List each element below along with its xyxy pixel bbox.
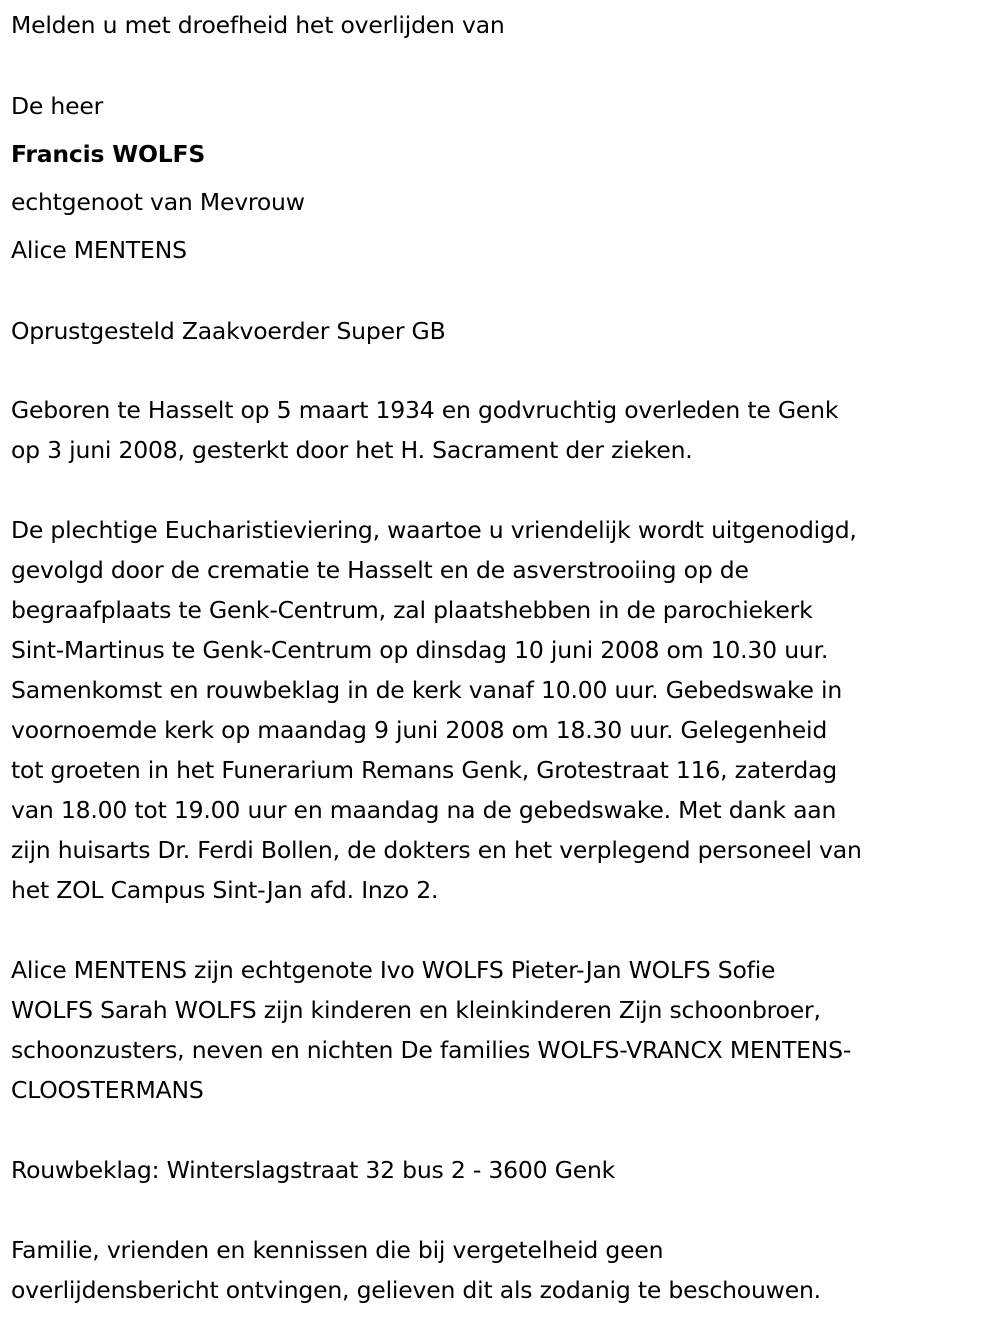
spouse-label: echtgenoot van Mevrouw xyxy=(11,188,305,216)
occupation: Oprustgesteld Zaakvoerder Super GB xyxy=(11,317,446,345)
condolence-address: Rouwbeklag: Winterslagstraat 32 bus 2 - 3600 Genk xyxy=(11,1156,616,1184)
spouse-name: Alice MENTENS xyxy=(11,236,187,264)
birth-death-paragraph: Geboren te Hasselt op 5 maart 1934 en godvruchtig overleden te Genk op 3 juni 2008, gesterkt door het H. Sacrament der zieken. xyxy=(11,396,839,464)
deceased-name: Francis WOLFS xyxy=(11,140,206,168)
closing-note: Familie, vrienden en kennissen die bij vergetelheid geen overlijdensbericht ontvingen, gelieven dit als zodanig te beschouwen. xyxy=(11,1236,821,1304)
intro-text: Melden u met droefheid het overlijden van xyxy=(11,11,505,39)
family-paragraph: Alice MENTENS zijn echtgenote Ivo WOLFS Pieter-Jan WOLFS Sofie WOLFS Sarah WOLFS zijn kinderen en kleinkinderen Zijn schoonbroer, schoonzusters, neven en nichten De families WOLFS-VRANCX MENTENS- CLOOSTERMANS xyxy=(11,956,852,1104)
salutation: De heer xyxy=(11,92,104,120)
ceremony-paragraph: De plechtige Eucharistieviering, waartoe u vriendelijk wordt uitgenodigd, gevolgd door de crematie te Hasselt en de asverstrooiing op de begraafplaats te Genk-Centrum, zal plaatshebben in de parochiekerk Sint-Martinus te Genk-Centrum op dinsdag 10 juni 2008 om 10.30 uur. Samenkomst en rouwbeklag in de kerk vanaf 10.00 uur. Gebedswake in voornoemde kerk op maandag 9 juni 2008 om 18.30 uur. Gelegenheid tot groeten in het Funerarium Remans Genk, Grotestraat 116, zaterdag van 18.00 tot 19.00 uur en maandag na de gebedswake. Met dank aan zijn huisarts Dr. Ferdi Bollen, de dokters en het verplegend personeel van het ZOL Campus Sint-Jan afd. Inzo 2. xyxy=(11,516,862,904)
